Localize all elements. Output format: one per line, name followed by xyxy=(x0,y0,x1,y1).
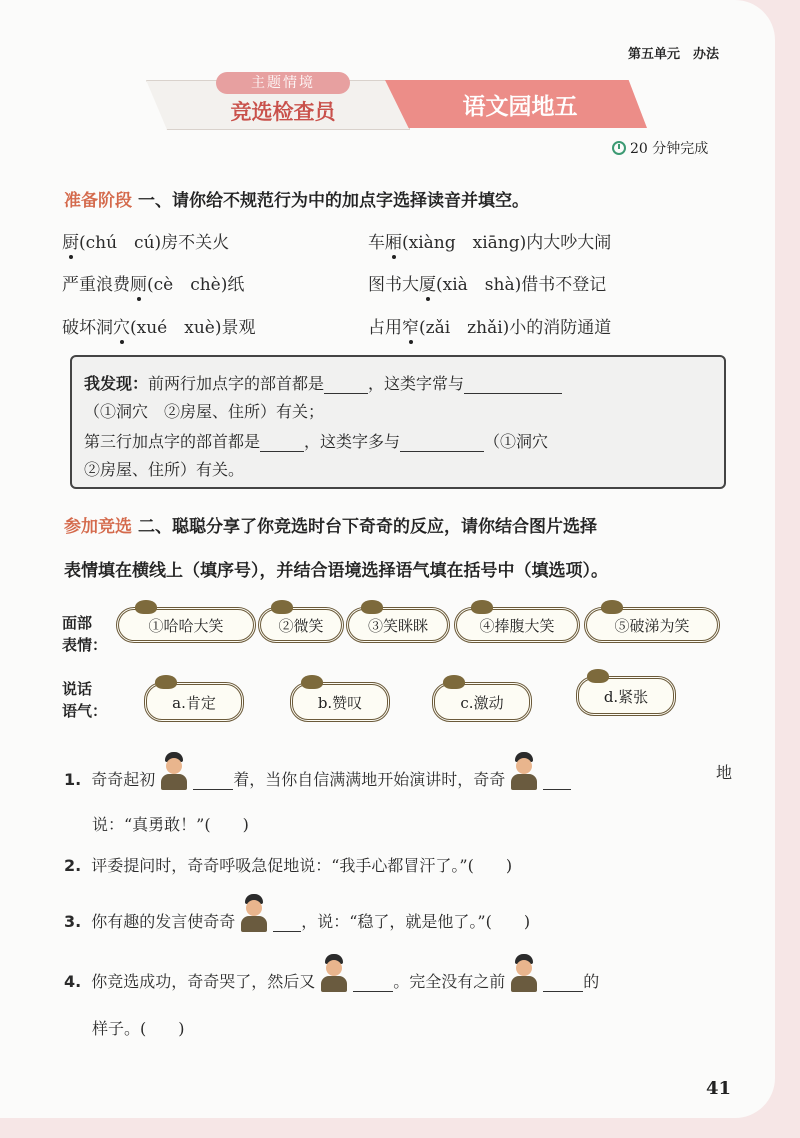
bow-icon xyxy=(471,600,493,614)
blank-radical-2[interactable] xyxy=(260,435,304,452)
q1-row2-right: 图书大厦(xià shà)借书不登记 xyxy=(368,270,606,295)
boy-face-icon xyxy=(317,954,351,992)
q2-heading-2: 表情填在横线上（填序号），并结合语境选择语气填在括号中（填选项）。 xyxy=(64,561,608,581)
question-4-line-1: 4. 你竞选成功，奇奇哭了，然后又 。完全没有之前 的 xyxy=(64,954,599,992)
theme-badge: 主题情境 xyxy=(216,72,350,94)
bow-icon xyxy=(271,600,293,614)
bow-icon xyxy=(601,600,623,614)
q1-row3-left: 破坏洞穴(xué xuè)景观 xyxy=(62,313,255,338)
tone-option-c: c.激动 xyxy=(432,682,532,722)
timer xyxy=(612,138,708,158)
face-option-2: ②微笑 xyxy=(258,607,344,643)
answer-blank[interactable] xyxy=(543,773,571,790)
question-1-line-2: 说：“真勇敢！”( ) xyxy=(92,815,249,834)
page-number: 41 xyxy=(706,1078,732,1099)
q1-row1-left: 厨(chú cú)房不关火 xyxy=(62,228,229,253)
bow-icon xyxy=(361,600,383,614)
q1-row1-right: 车厢(xiàng xiāng)内大吵大闹 xyxy=(368,228,611,253)
section-title: 语文园地五 xyxy=(462,94,578,120)
discover-line-2: （①洞穴 ②房屋、住所）有关； xyxy=(84,402,325,421)
q1-tag: 准备阶段 xyxy=(64,191,132,211)
discover-line-3: 第三行加点字的部首都是 ，这类字多与 （①洞穴 xyxy=(84,432,549,451)
unit-header: 第五单元 办法 xyxy=(628,47,720,62)
discover-line-4: ②房屋、住所）有关。 xyxy=(84,460,245,479)
answer-blank[interactable] xyxy=(543,975,583,992)
boy-face-icon xyxy=(157,752,191,790)
bow-icon xyxy=(301,675,323,689)
answer-blank[interactable] xyxy=(353,975,393,992)
crying-boy-face-icon xyxy=(507,954,541,992)
dotted-char: 厨 xyxy=(62,228,79,253)
blank-meaning-2[interactable] xyxy=(400,435,484,452)
dotted-char: 厦 xyxy=(419,270,436,295)
boy-face-icon xyxy=(237,894,271,932)
timer-text: 20 分钟完成 xyxy=(630,141,709,157)
q1-row3-right: 占用窄(zǎi zhǎi)小的消防通道 xyxy=(368,313,611,338)
tone-option-b: b.赞叹 xyxy=(290,682,390,722)
clock-icon xyxy=(612,141,626,155)
bow-icon xyxy=(587,669,609,683)
face-option-1: ①哈哈大笑 xyxy=(116,607,256,643)
question-1-line-1: 1. 奇奇起初 着，当你自信满满地开始演讲时，奇奇 xyxy=(64,752,571,790)
blank-radical-1[interactable] xyxy=(324,377,368,394)
boy-face-icon xyxy=(507,752,541,790)
blank-meaning-1[interactable] xyxy=(464,377,562,394)
face-label: 面部 表情： xyxy=(62,614,108,654)
q1-title: 一、请你给不规范行为中的加点字选择读音并填空。 xyxy=(138,191,529,211)
answer-blank[interactable] xyxy=(193,773,233,790)
q2-tag: 参加竞选 xyxy=(64,517,132,537)
face-option-3: ③笑眯眯 xyxy=(346,607,450,643)
face-option-5: ⑤破涕为笑 xyxy=(584,607,720,643)
q1-row2-left: 严重浪费厕(cè chè)纸 xyxy=(62,270,244,295)
q1-heading xyxy=(64,186,529,211)
bow-icon xyxy=(155,675,177,689)
question-3: 3. 你有趣的发言使奇奇 ，说：“稳了，就是他了。”( ) xyxy=(64,894,530,932)
question-1-tail: 地 xyxy=(716,763,733,782)
question-2: 2. 评委提问时，奇奇呼吸急促地说：“我手心都冒汗了。”( ) xyxy=(64,856,513,875)
bow-icon xyxy=(443,675,465,689)
theme-name: 竞选检查员 xyxy=(230,100,336,124)
discover-line-1: 我发现：前两行加点字的部首都是 ，这类字常与 xyxy=(84,371,562,394)
answer-blank[interactable] xyxy=(273,915,301,932)
bow-icon xyxy=(135,600,157,614)
dotted-char: 窄 xyxy=(402,313,419,338)
question-4-line-2: 样子。( ) xyxy=(92,1019,185,1038)
tone-option-a: a.肯定 xyxy=(144,682,244,722)
tone-option-d: d.紧张 xyxy=(576,676,676,716)
dotted-char: 穴 xyxy=(113,313,130,338)
dotted-char: 厕 xyxy=(130,270,147,295)
dotted-char: 厢 xyxy=(385,228,402,253)
discovery-box xyxy=(70,355,726,489)
q2-heading-1: 参加竞选 二、聪聪分享了你竞选时台下奇奇的反应，请你结合图片选择 xyxy=(64,517,597,537)
face-option-4: ④捧腹大笑 xyxy=(454,607,580,643)
tone-label: 说话 语气： xyxy=(62,680,108,720)
